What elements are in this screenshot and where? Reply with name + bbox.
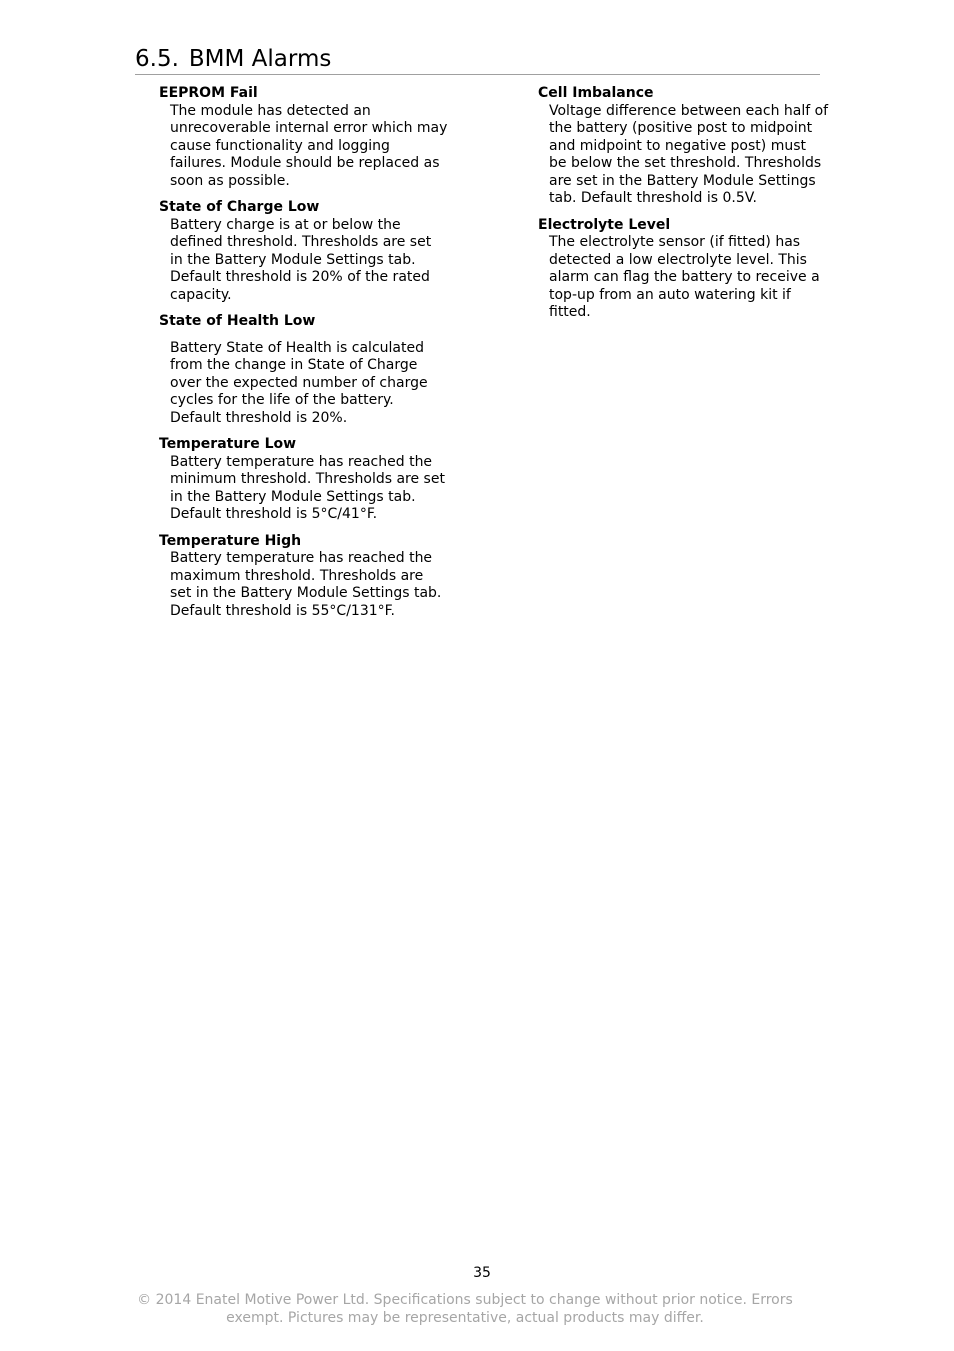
- alarm-description: Battery State of Health is calculated from the change in State of Charge over the expected number of charge cycles for the life of the battery. Default threshold is 20%.: [170, 339, 428, 426]
- alarm-eeprom-fail: [159, 85, 464, 190]
- alarm-state-of-health-low: [159, 313, 464, 427]
- alarm-description: Battery temperature has reached the minimum threshold. Thresholds are set in the Battery Module Settings tab. Default threshold is 5°C/41°F.: [170, 453, 445, 522]
- alarm-title: Temperature Low: [159, 436, 297, 452]
- alarm-description: The electrolyte sensor (if fitted) has detected a low electrolyte level. This alarm can flag the battery to receive a top-up from an auto watering kit if fitted.: [549, 234, 820, 320]
- alarm-description: Battery temperature has reached the maximum threshold. Thresholds are set in the Battery Module Settings tab. Default threshold is 55°C/131°F.: [170, 550, 442, 619]
- alarm-title: State of Charge Low: [159, 199, 320, 215]
- copyright-footer: © 2014 Enatel Motive Power Ltd. Specifications subject to change without prior notice. Errors exempt. Pictures may be representative, actual products may differ.: [137, 1292, 793, 1326]
- alarm-description: Voltage difference between each half of the battery (positive post to midpoint and midpoint to negative post) must be below the set threshold. Thresholds are set in the Battery Module Settings tab. Default threshold is 0.5V.: [549, 102, 829, 206]
- section-heading: [135, 44, 820, 75]
- alarms-left-column: [159, 85, 464, 629]
- page-number: 35: [473, 1265, 491, 1281]
- alarm-temperature-low: [159, 436, 464, 524]
- alarm-temperature-high: [159, 533, 464, 621]
- alarm-state-of-charge-low: [159, 199, 464, 304]
- alarm-title: EEPROM Fail: [159, 85, 258, 101]
- alarm-title: Temperature High: [159, 532, 302, 549]
- alarm-title: Electrolyte Level: [538, 216, 671, 233]
- alarm-electrolyte-level: [538, 217, 843, 322]
- section-number: 6.5.: [135, 46, 179, 72]
- alarm-description: The module has detected an unrecoverable internal error which may cause functionality and logging failures. Module should be replaced as soon as possible.: [170, 102, 448, 189]
- alarm-description: Battery charge is at or below the defined threshold. Thresholds are set in the Battery Module Settings tab. Default threshold is 20% of the rated capacity.: [170, 216, 432, 303]
- section-title: BMM Alarms: [188, 46, 332, 72]
- alarms-right-column: [538, 85, 843, 331]
- alarm-title: Cell Imbalance: [538, 85, 654, 101]
- alarm-title: State of Health Low: [159, 313, 316, 329]
- alarm-cell-imbalance: [538, 85, 843, 208]
